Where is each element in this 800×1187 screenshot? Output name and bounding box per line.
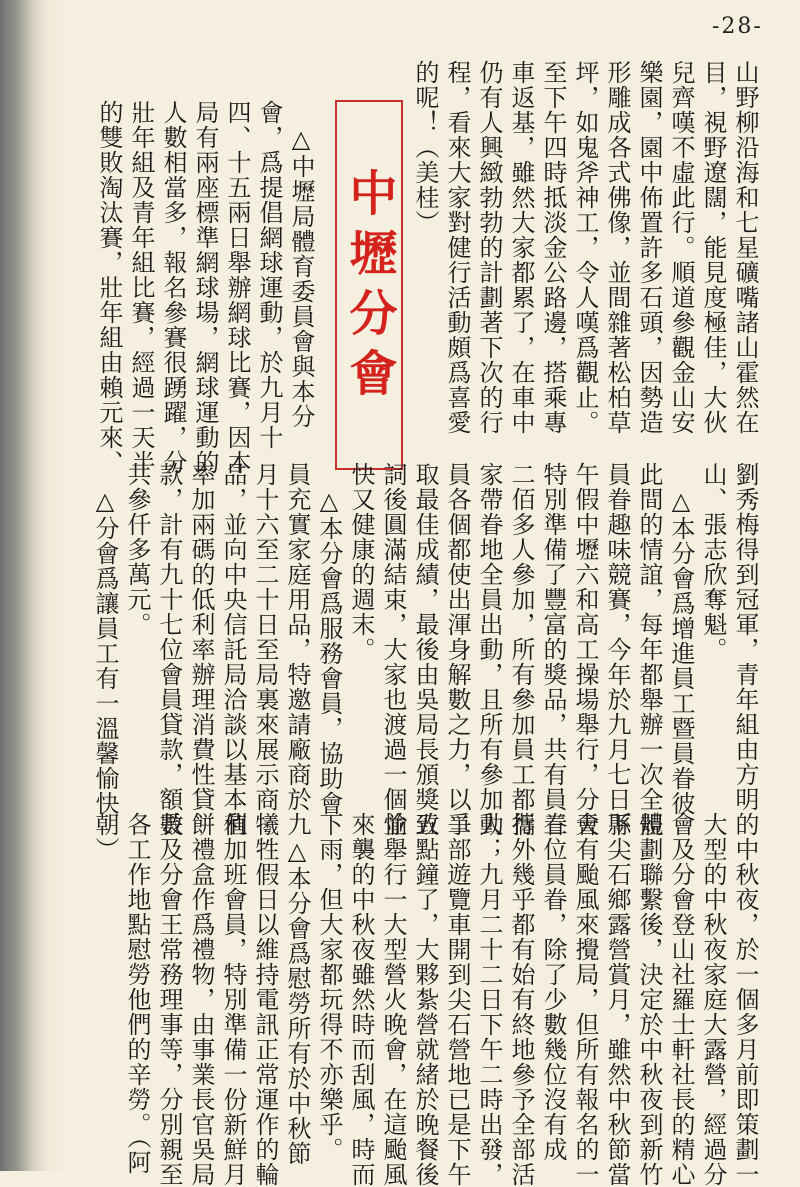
page-number: -28- <box>712 14 763 39</box>
text-column: 下雨，但大家都玩得不亦樂乎。 <box>315 812 343 1162</box>
text-column: △本分會爲服務會員，協助會 <box>315 462 343 816</box>
text-column: 員眷趣味競賽，今年於九月七日下 <box>603 462 631 837</box>
text-column: 四、十五兩日舉辦網球比賽，因本 <box>223 100 251 475</box>
text-column: 坪，如鬼斧神工，令人嘆爲觀止。 <box>571 60 599 435</box>
text-column: 形雕成各式佛像，並間雜著松柏草 <box>603 60 631 435</box>
text-column: △本分會爲增進員工暨員眷彼 <box>667 462 695 816</box>
text-column: 二佰多人參加，所有參加員工都攜 <box>507 462 535 837</box>
text-column: 樂園，園中佈置許多石頭，因勢造 <box>635 60 663 435</box>
text-column: 會及分會登山社羅士軒社長的精心 <box>667 812 695 1187</box>
text-column: 兒齊嘆不虛此行。順道參觀金山安 <box>667 60 695 435</box>
text-column: 犧牲假日以維持電訊正常運作的輪 <box>251 812 279 1187</box>
text-column: △本分會爲慰勞所有於中秋節 <box>283 812 311 1166</box>
text-column: 率加兩碼的低利率辦理消費性貸 <box>187 462 215 812</box>
text-column: 朝） <box>91 812 119 862</box>
text-column: 並舉行一大型營火晚會，在這颱風 <box>379 812 407 1187</box>
text-column: 局有兩座標準網球場，網球運動的 <box>191 100 219 475</box>
text-column: 仍有人興緻勃勃的計劃著下次的行 <box>475 60 503 435</box>
text-column: △中壢局體育委員會與本分 <box>287 100 315 429</box>
text-column: 二部遊覽車開到尖石營地已是下午 <box>443 812 471 1187</box>
text-column: 款，計有九十七位會員貸款，額數 <box>155 462 183 837</box>
section-title: 中壢分會 <box>341 168 397 408</box>
text-column: 會，爲提倡網球運動，於九月十 <box>255 100 283 450</box>
text-column: 各工作地點慰勞他們的辛勞。（阿 <box>123 812 151 1175</box>
text-column: △分會爲讓員工有一溫馨愉快 <box>91 462 119 816</box>
text-column: 壯年組及青年組比賽，經過一天半 <box>127 100 155 475</box>
text-column: 目，視野遼闊，能見度極佳，大伙 <box>699 60 727 435</box>
text-column: 餅禮盒作爲禮物，由事業長官吳局 <box>187 812 215 1187</box>
text-column: 山、張志欣奪魁。 <box>699 462 727 662</box>
text-column: 大型的中秋夜家庭大露營，經過分 <box>699 812 727 1187</box>
text-column: 的雙敗淘汰賽，壯年組由賴元來、 <box>95 100 123 475</box>
text-column: 值加班會員，特別準備一份新鮮月 <box>219 812 247 1187</box>
text-column: 長及分會王常務理事等，分別親至 <box>155 812 183 1187</box>
text-column: 劉秀梅得到冠軍，青年組由方明 <box>731 462 759 812</box>
text-column: 快又健康的週末。 <box>347 462 375 662</box>
text-column: 取最佳成績，最後由吳局長頒獎致 <box>411 462 439 837</box>
text-column: 品，並向中央信託局洽談以基本利 <box>219 462 247 837</box>
text-column: 規劃聯繫後，決定於中秋夜到新竹 <box>635 812 663 1187</box>
text-column: 天有颱風來攪局，但所有報名的一 <box>571 812 599 1187</box>
text-column: 三位員眷，除了少數幾位沒有成 <box>539 812 567 1162</box>
text-column: 至下午四時抵淡金公路邊，搭乘專 <box>539 60 567 435</box>
text-column: 特別準備了豐富的獎品，共有員眷 <box>539 462 567 837</box>
text-column: 此間的情誼，每年都舉辦一次全體 <box>635 462 663 837</box>
text-column: 共參仟多萬元。 <box>123 462 151 637</box>
text-column: 的呢！（美桂） <box>411 60 439 235</box>
text-column: 縣尖石鄉露營賞月，雖然中秋節當 <box>603 812 631 1187</box>
text-column: 詞後圓滿結束，大家也渡過一個愉 <box>379 462 407 837</box>
text-column: 員充實家庭用品，特邀請廠商於九 <box>283 462 311 837</box>
text-column: 程，看來大家對健行活動頗爲喜愛 <box>443 60 471 435</box>
text-column: 車返基，雖然大家都累了，在車中 <box>507 60 535 435</box>
text-column: 來襲的中秋夜雖然時而刮風，時而 <box>347 812 375 1187</box>
text-column: 行外幾乎都有始有終地參予全部活 <box>507 812 535 1187</box>
text-column: 午假中壢六和高工操場舉行，分會 <box>571 462 599 837</box>
text-column: 家帶眷地全員出動，且所有參加人 <box>475 462 503 837</box>
text-column: 山野柳沿海和七星礦嘴諸山霍然在 <box>731 60 759 435</box>
text-column: 員各個都使出渾身解數之力，以爭 <box>443 462 471 837</box>
text-column: 人數相當多，報名參賽很踴躍，分 <box>159 100 187 475</box>
text-column: 的中秋夜，於一個多月前即策劃一 <box>731 812 759 1187</box>
text-column: 月十六至二十日至局裏來展示商 <box>251 462 279 812</box>
text-column: 五點鐘了，大夥紮營就緒於晚餐後 <box>411 812 439 1187</box>
text-column: 動；九月二十二日下午二時出發， <box>475 812 503 1187</box>
